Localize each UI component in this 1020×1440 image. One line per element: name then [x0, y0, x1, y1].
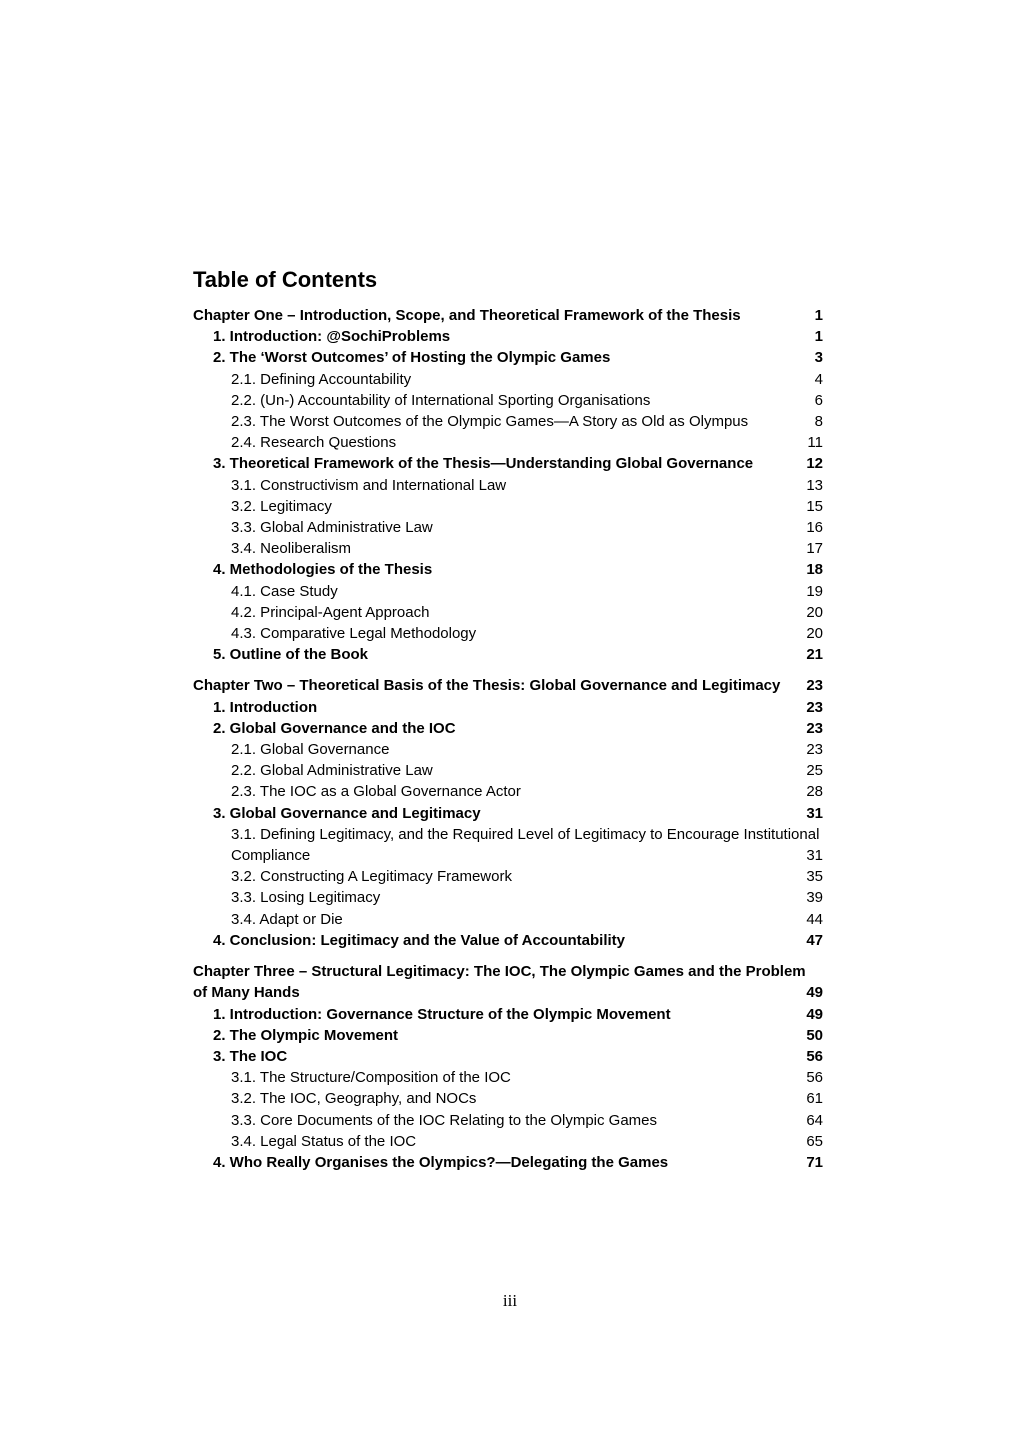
- toc-entry-label: 3.3. Losing Legitimacy: [231, 889, 381, 907]
- toc-chapter-heading-label: Chapter Two – Theoretical Basis of the Thesis: Global Governance and Legitimacy: [193, 677, 781, 695]
- toc-entry-page: 44: [806, 910, 823, 928]
- toc-entry-page: 21: [806, 646, 823, 664]
- toc-entry-page: 56: [806, 1069, 823, 1087]
- toc-entry: [193, 475, 823, 496]
- toc-entry: [193, 559, 823, 580]
- toc-entry: [193, 1025, 823, 1046]
- toc-entry-page: 23: [806, 741, 823, 759]
- toc-entry-page: 15: [806, 497, 823, 515]
- toc-entry-page: 39: [806, 889, 823, 907]
- toc-entry: [193, 718, 823, 739]
- toc-chapter-heading: [193, 675, 823, 696]
- toc-entry: [193, 803, 823, 824]
- toc-entry: [193, 538, 823, 559]
- toc-entry-page: 61: [806, 1090, 823, 1108]
- toc-entry: [193, 1088, 823, 1109]
- toc-section-3: [193, 961, 823, 1173]
- toc-entry-label: 3. Theoretical Framework of the Thesis—Understanding Global Governance: [213, 455, 754, 473]
- toc-entry-page: 1: [814, 328, 823, 346]
- toc-entry-page: 56: [806, 1047, 823, 1065]
- toc-entry-page: 31: [806, 804, 823, 822]
- toc-entry: [193, 909, 823, 930]
- toc-entry-page: 17: [806, 540, 823, 558]
- page-content: [193, 266, 823, 1173]
- toc-entry: [193, 1067, 823, 1088]
- toc-chapter-heading: [193, 961, 823, 1003]
- toc-entry-label: 2. Global Governance and the IOC: [213, 719, 456, 737]
- toc-entry: [193, 824, 823, 866]
- toc-entry-page: 28: [806, 783, 823, 801]
- toc-entry-label: 3. Global Governance and Legitimacy: [213, 804, 481, 822]
- toc-entry: [193, 781, 823, 802]
- toc-chapter-heading-page: 49: [806, 984, 823, 1002]
- toc-entry-label: 3.3. Global Administrative Law: [231, 519, 433, 537]
- toc-entry-label: 1. Introduction: [213, 698, 318, 716]
- toc-entry-page: 64: [806, 1111, 823, 1129]
- toc-entry: [193, 496, 823, 517]
- toc-entry-label: 2.3. The Worst Outcomes of the Olympic Games—A Story as Old as Olympus: [231, 413, 749, 431]
- toc-entry-page: 13: [806, 476, 823, 494]
- toc-entry-label: 3.2. Legitimacy: [231, 497, 332, 515]
- toc-entry: [193, 644, 823, 665]
- toc-entry-page: 4: [814, 370, 823, 388]
- toc-entry-label: 2.2. Global Administrative Law: [231, 762, 433, 780]
- toc-entry-page: 16: [806, 519, 823, 537]
- page-title: Table of Contents: [193, 267, 378, 292]
- toc-entry-page: 23: [806, 719, 823, 737]
- toc-entry-label: 2.1. Global Governance: [231, 741, 390, 759]
- toc-entry-label: 3.4. Neoliberalism: [231, 540, 352, 558]
- toc-entry-label: 3.2. Constructing A Legitimacy Framework: [231, 868, 512, 886]
- toc-entry-label: 4. Conclusion: Legitimacy and the Value of Accountability: [213, 931, 626, 949]
- toc-entry: [193, 760, 823, 781]
- toc-entry: [193, 623, 823, 644]
- toc-entry-page: 19: [806, 582, 823, 600]
- toc-entry-page: 31: [806, 847, 823, 865]
- toc-entry-page: 71: [806, 1153, 823, 1171]
- toc-entry-label: 3.4. Adapt or Die: [231, 910, 343, 928]
- toc-entry-page: 47: [806, 931, 823, 949]
- toc-entry-page: 11: [807, 434, 823, 452]
- toc-section-1: [193, 305, 823, 665]
- toc-entry: [193, 411, 823, 432]
- toc-entry-label: 2. The ‘Worst Outcomes’ of Hosting the Olympic Games: [213, 349, 611, 367]
- toc-entry: [193, 1004, 823, 1025]
- toc-entry-label: 4. Who Really Organises the Olympics?—Delegating the Games: [213, 1153, 669, 1171]
- toc-entry: [193, 602, 823, 623]
- toc-entry-page: 23: [806, 698, 823, 716]
- toc-entry: [193, 453, 823, 474]
- table-of-contents: [193, 305, 823, 1173]
- toc-entry-label: 1. Introduction: @SochiProblems: [213, 328, 451, 346]
- toc-entry-page: 49: [806, 1005, 823, 1023]
- toc-entry: [193, 1131, 823, 1152]
- toc-entry-page: 6: [814, 391, 823, 409]
- toc-entry-label: 2.1. Defining Accountability: [231, 370, 412, 388]
- toc-entry: [193, 697, 823, 718]
- toc-entry-label: 3.4. Legal Status of the IOC: [231, 1132, 417, 1150]
- toc-entry: [193, 930, 823, 951]
- toc-entry-label: 3.1. Defining Legitimacy, and the Required Level of Legitimacy to Encourage Institutional Compliance: [231, 825, 820, 865]
- toc-entry-label: 4.3. Comparative Legal Methodology: [231, 625, 477, 643]
- toc-entry-page: 25: [806, 762, 823, 780]
- toc-entry-page: 8: [814, 413, 823, 431]
- toc-entry-page: 65: [806, 1132, 823, 1150]
- toc-entry-label: 4. Methodologies of the Thesis: [213, 561, 433, 579]
- toc-entry-label: 3.3. Core Documents of the IOC Relating to the Olympic Games: [231, 1111, 658, 1129]
- toc-entry-label: 3. The IOC: [213, 1047, 288, 1065]
- toc-entry: [193, 866, 823, 887]
- toc-entry: [193, 517, 823, 538]
- toc-entry: [193, 1110, 823, 1131]
- toc-entry-page: 50: [806, 1026, 823, 1044]
- toc-entry-label: 2.3. The IOC as a Global Governance Actor: [231, 783, 521, 801]
- toc-entry-label: 4.2. Principal-Agent Approach: [231, 603, 430, 621]
- toc-entry-page: 12: [806, 455, 823, 473]
- toc-entry-page: 3: [814, 349, 823, 367]
- page-number-footer: iii: [502, 1291, 518, 1310]
- toc-entry: [193, 1046, 823, 1067]
- toc-entry-label: 3.2. The IOC, Geography, and NOCs: [231, 1090, 477, 1108]
- toc-entry-page: 20: [806, 625, 823, 643]
- toc-entry-label: 5. Outline of the Book: [213, 646, 369, 664]
- toc-entry-label: 2.2. (Un-) Accountability of International Sporting Organisations: [231, 391, 651, 409]
- toc-entry: [193, 1152, 823, 1173]
- toc-chapter-heading-label: Chapter Three – Structural Legitimacy: The IOC, The Olympic Games and the Problem of Many Hands: [193, 963, 806, 1002]
- toc-entry: [193, 369, 823, 390]
- toc-entry: [193, 326, 823, 347]
- toc-entry: [193, 887, 823, 908]
- toc-chapter-heading-page: 23: [806, 677, 823, 695]
- toc-entry: [193, 581, 823, 602]
- toc-entry-page: 35: [806, 868, 823, 886]
- toc-section-2: [193, 675, 823, 951]
- toc-entry: [193, 390, 823, 411]
- toc-entry-label: 1. Introduction: Governance Structure of the Olympic Movement: [213, 1005, 671, 1023]
- toc-chapter-heading-page: 1: [814, 307, 823, 324]
- toc-entry-label: 2. The Olympic Movement: [213, 1026, 399, 1044]
- toc-entry: [193, 432, 823, 453]
- toc-entry-page: 20: [806, 603, 823, 621]
- toc-entry: [193, 347, 823, 368]
- toc-entry-label: 2.4. Research Questions: [231, 434, 397, 452]
- toc-entry-page: 18: [806, 561, 823, 579]
- toc-entry-label: 4.1. Case Study: [231, 582, 338, 600]
- toc-entry-label: 3.1. The Structure/Composition of the IOC: [231, 1069, 511, 1087]
- toc-entry: [193, 739, 823, 760]
- toc-chapter-heading-label: Chapter One – Introduction, Scope, and Theoretical Framework of the Thesis: [193, 307, 741, 324]
- toc-chapter-heading: [193, 305, 823, 326]
- toc-entry-label: 3.1. Constructivism and International Law: [231, 476, 507, 494]
